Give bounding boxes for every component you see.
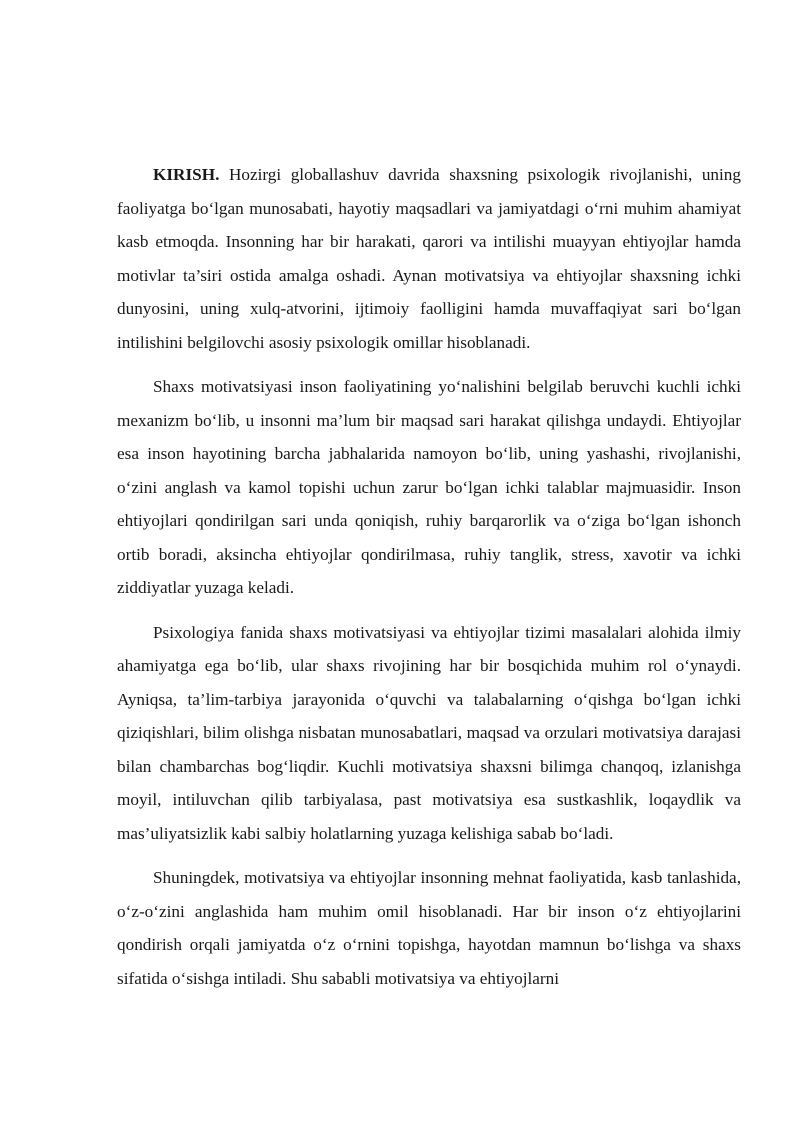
paragraph-psychology-science: Psixologiya fanida shaxs motivatsiyasi va ehtiyojlar tizimi masalalari alohida ilmiy ahamiyatga ega bo‘lib, ular shaxs rivojining har bir bosqichida muhim rol o‘ynaydi. Ayniqsa, ta’lim-tarbiya jarayonida o‘quvchi va talabalarning o‘qishga bo‘lgan ichki qiziqishlari, bilim olishga nisbatan munosabatlari, maqsad va orzulari motivatsiya darajasi bilan chambarchas bog‘liqdir. Kuchli motivatsiya shaxsni bilimga chanqoq, izlanishga moyil, intiluvchan qilib tarbiyalasa, past motivatsiya esa sustkashlik, loqaydlik va mas’uliyatsizlik kabi salbiy holatlarning yuzaga kelishiga sabab bo‘ladi. <box>117 622 741 843</box>
intro-paragraph <box>117 158 741 359</box>
section-heading-kirish: KIRISH. <box>153 165 220 184</box>
intro-paragraph-text: Hozirgi globallashuv davrida shaxsning psixologik rivojlanishi, uning faoliyatga bo‘lgan munosabati, hayotiy maqsadlari va jamiyatdagi o‘rni muhim ahamiyat kasb etmoqda. Insonning har bir harakati, qarori va intilishi muayyan ehtiyojlar hamda motivlar ta’siri ostida amalga oshadi. Aynan motivatsiya va ehtiyojlar shaxsning ichki dunyosini, uning xulq-atvorini, ijtimoiy faolligini hamda muvaffaqiyat sari bo‘lgan intilishini belgilovchi asosiy psixologik omillar hisoblanadi. <box>117 165 741 352</box>
document-page <box>117 158 741 1006</box>
paragraph-labor-activity: Shuningdek, motivatsiya va ehtiyojlar insonning mehnat faoliyatida, kasb tanlashida, o‘z-o‘zini anglashida ham muhim omil hisoblanadi. Har bir inson o‘z ehtiyojlarini qondirish orqali jamiyatda o‘z o‘rnini topishga, hayotdan mamnun bo‘lishga va shaxs sifatida o‘sishga intiladi. Shu sababli motivatsiya va ehtiyojlarni <box>117 868 741 988</box>
paragraph-motivation-mechanism: Shaxs motivatsiyasi inson faoliyatining yo‘nalishini belgilab beruvchi kuchli ichki mexanizm bo‘lib, u insonni ma’lum bir maqsad sari harakat qilishga undaydi. Ehtiyojlar esa inson hayotining barcha jabhalarida namoyon bo‘lib, uning yashashi, rivojlanishi, o‘zini anglash va kamol topishi uchun zarur bo‘lgan ichki talablar majmuasidir. Inson ehtiyojlari qondirilgan sari unda qoniqish, ruhiy barqarorlik va o‘ziga bo‘lgan ishonch ortib boradi, aksincha ehtiyojlar qondirilmasa, ruhiy tanglik, stress, xavotir va ichki ziddiyatlar yuzaga keladi. <box>117 377 741 597</box>
